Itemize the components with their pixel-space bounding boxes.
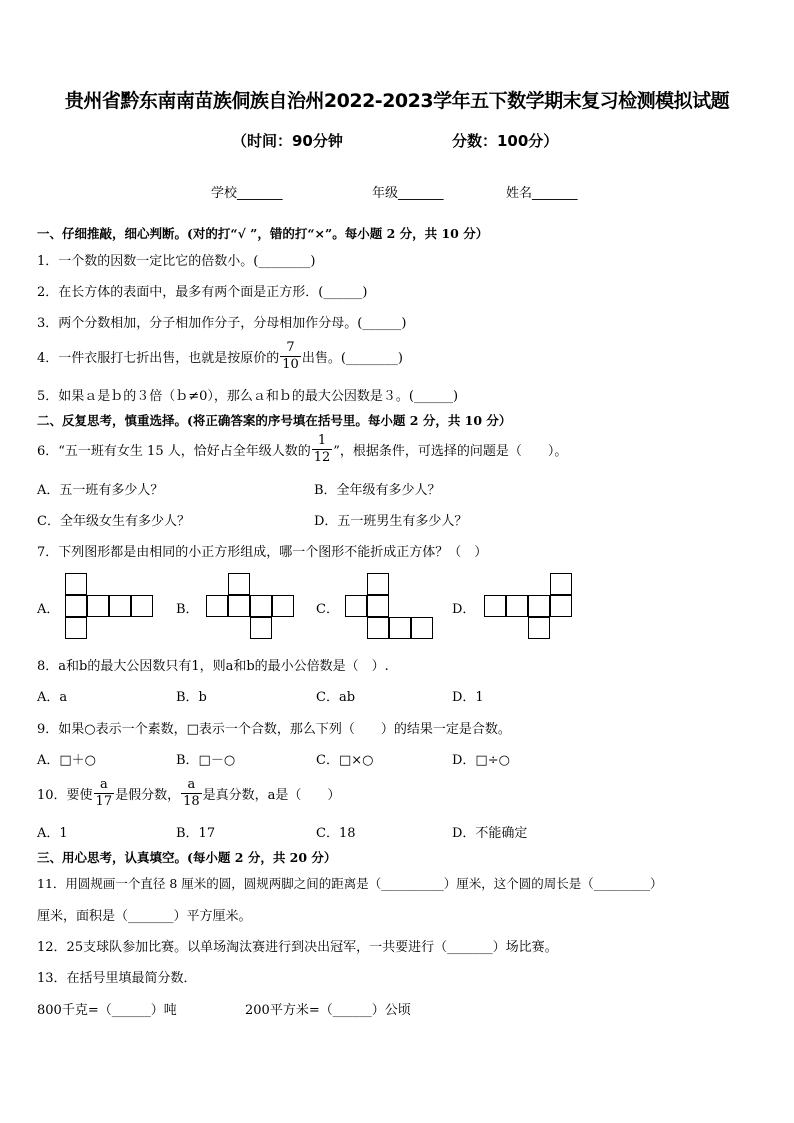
question-10-mid: 是假分数， <box>115 788 181 803</box>
q9-option-d: D．□÷○ <box>452 753 510 768</box>
q10-option-c: C．18 <box>316 826 356 841</box>
question-4-text: 4．一件衣服打七折出售，也就是按原价的 <box>37 351 280 366</box>
q7-option-d: D． <box>452 602 476 617</box>
fraction-numerator: 7 <box>280 340 301 357</box>
q13-part-b: 200平方米=（______）公顷 <box>245 1003 411 1018</box>
q6-option-a: A．五一班有多少人？ <box>37 483 164 498</box>
question-10 <box>37 777 340 810</box>
fraction-a-18 <box>181 777 202 810</box>
q8-option-d: D．1 <box>452 690 484 705</box>
exam-score: 分数：100分） <box>452 132 559 150</box>
question-12: 12．25支球队参加比赛。以单场淘汰赛进行到决出冠军，一共要进行（_______）场比赛。 <box>37 940 558 955</box>
question-13: 13．在括号里填最简分数． <box>37 971 197 986</box>
section-1-heading: 一、仔细推敲，细心判断。(对的打“√ ”，错的打“×”。每小题 2 分，共 10 分） <box>37 226 489 241</box>
question-3: 3．两个分数相加，分子相加作分子，分母相加作分母。(______) <box>37 316 407 331</box>
question-10-tail: 是真分数，a是（ ） <box>202 788 341 803</box>
fraction-denominator: 12 <box>313 450 331 465</box>
q13-part-a: 800千克=（______）吨 <box>37 1003 177 1018</box>
question-4 <box>37 340 403 373</box>
question-6 <box>37 433 567 466</box>
fraction-7-10 <box>280 340 301 373</box>
question-2: 2．在长方体的表面中，最多有两个面是正方形．(______) <box>37 285 368 300</box>
q7-option-a: A． <box>37 602 60 617</box>
q10-option-b: B．17 <box>176 826 216 841</box>
q9-option-b: B．□－○ <box>176 753 236 768</box>
q7-option-c: C． <box>316 602 339 617</box>
question-7: 7．下列图形都是由相同的小正方形组成，哪一个图形不能折成正方体？（ ） <box>37 545 488 560</box>
question-6-tail: ”，根据条件，可选择的问题是（ ）。 <box>333 444 568 459</box>
question-1: 1．一个数的因数一定比它的倍数小。(________) <box>37 254 316 269</box>
q10-option-a: A．1 <box>37 826 68 841</box>
section-3-heading: 三、用心思考，认真填空。(每小题 2 分，共 20 分） <box>37 850 337 865</box>
q9-option-c: C．□×○ <box>316 753 374 768</box>
section-2-heading: 二、反复思考，慎重选择。(将正确答案的序号填在括号里。每小题 2 分，共 10 分） <box>37 413 512 428</box>
q6-option-c: C．全年级女生有多少人？ <box>37 514 190 529</box>
question-8: 8．a和b的最大公因数只有1，则a和b的最小公倍数是（ ）. <box>37 659 389 674</box>
q6-option-b: B．全年级有多少人？ <box>314 483 441 498</box>
q8-option-a: A．a <box>37 690 68 705</box>
grade-field: 年级_______ <box>372 186 444 201</box>
page-title: 贵州省黔东南南苗族侗族自治州2022-2023学年五下数学期末复习检测模拟试题 <box>64 90 730 112</box>
question-6-text: 6．“五一班有女生 15 人，恰好占全年级人数的 <box>37 444 311 459</box>
fraction-numerator: a <box>94 777 115 794</box>
q6-option-d: D．五一班男生有多少人？ <box>314 514 468 529</box>
fraction-a-17 <box>94 777 115 810</box>
fraction-denominator: 10 <box>282 357 299 372</box>
question-9: 9．如果○表示一个素数，□表示一个合数，那么下列（ ）的结果一定是合数。 <box>37 722 511 737</box>
fraction-1-12 <box>312 433 333 466</box>
question-10-text: 10．要使 <box>37 788 93 803</box>
exam-time: （时间：90分钟 <box>232 132 343 150</box>
q10-option-d: D．不能确定 <box>452 826 528 841</box>
school-field: 学校_______ <box>211 186 283 201</box>
fraction-denominator: 18 <box>183 794 200 809</box>
q8-option-b: B．b <box>176 690 207 705</box>
name-field: 姓名_______ <box>506 186 578 201</box>
fraction-numerator: a <box>181 777 202 794</box>
q7-option-b: B． <box>176 602 199 617</box>
question-5: 5．如果ａ是ｂ的３倍（ｂ≠0），那么ａ和ｂ的最大公因数是３。(______) <box>37 389 459 404</box>
q9-option-a: A．□＋○ <box>37 753 97 768</box>
question-11: 11．用圆规画一个直径 8 厘米的圆，圆规两脚之间的距离是（__________）厘米，这个圆的周长是（_________） <box>37 876 663 891</box>
q8-option-c: C．ab <box>316 690 356 705</box>
question-4-tail: 出售。(________) <box>301 351 403 366</box>
fraction-denominator: 17 <box>95 794 113 809</box>
fraction-numerator: 1 <box>312 433 333 450</box>
question-11-cont: 厘米，面积是（_______）平方厘米。 <box>37 909 252 924</box>
